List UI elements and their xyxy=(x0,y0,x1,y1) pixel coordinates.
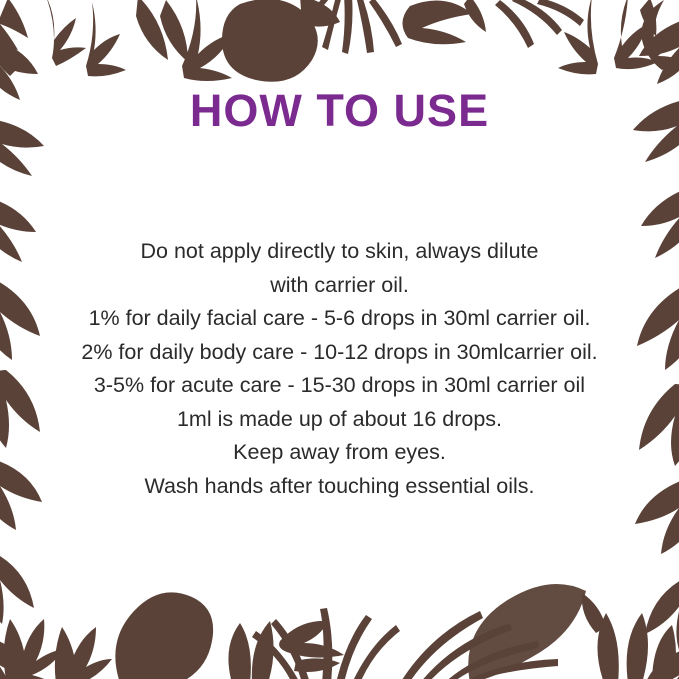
instructions-block xyxy=(40,235,640,503)
instruction-line: 1ml is made up of about 16 drops. xyxy=(176,406,503,431)
instruction-line: Wash hands after touching essential oils. xyxy=(144,473,535,498)
instruction-line: Keep away from eyes. xyxy=(233,440,446,465)
page-title: HOW TO USE xyxy=(189,85,490,136)
instruction-line: 2% for daily body care - 10-12 drops in 30mlcarrier oil. xyxy=(81,339,598,364)
instruction-line: with carrier oil. xyxy=(270,272,409,297)
instruction-line: Do not apply directly to skin, always dilute xyxy=(140,239,539,264)
instruction-line: 3-5% for acute care - 15-30 drops in 30ml carrier oil xyxy=(93,373,586,398)
instruction-line: 1% for daily facial care - 5-6 drops in 30ml carrier oil. xyxy=(88,306,591,331)
